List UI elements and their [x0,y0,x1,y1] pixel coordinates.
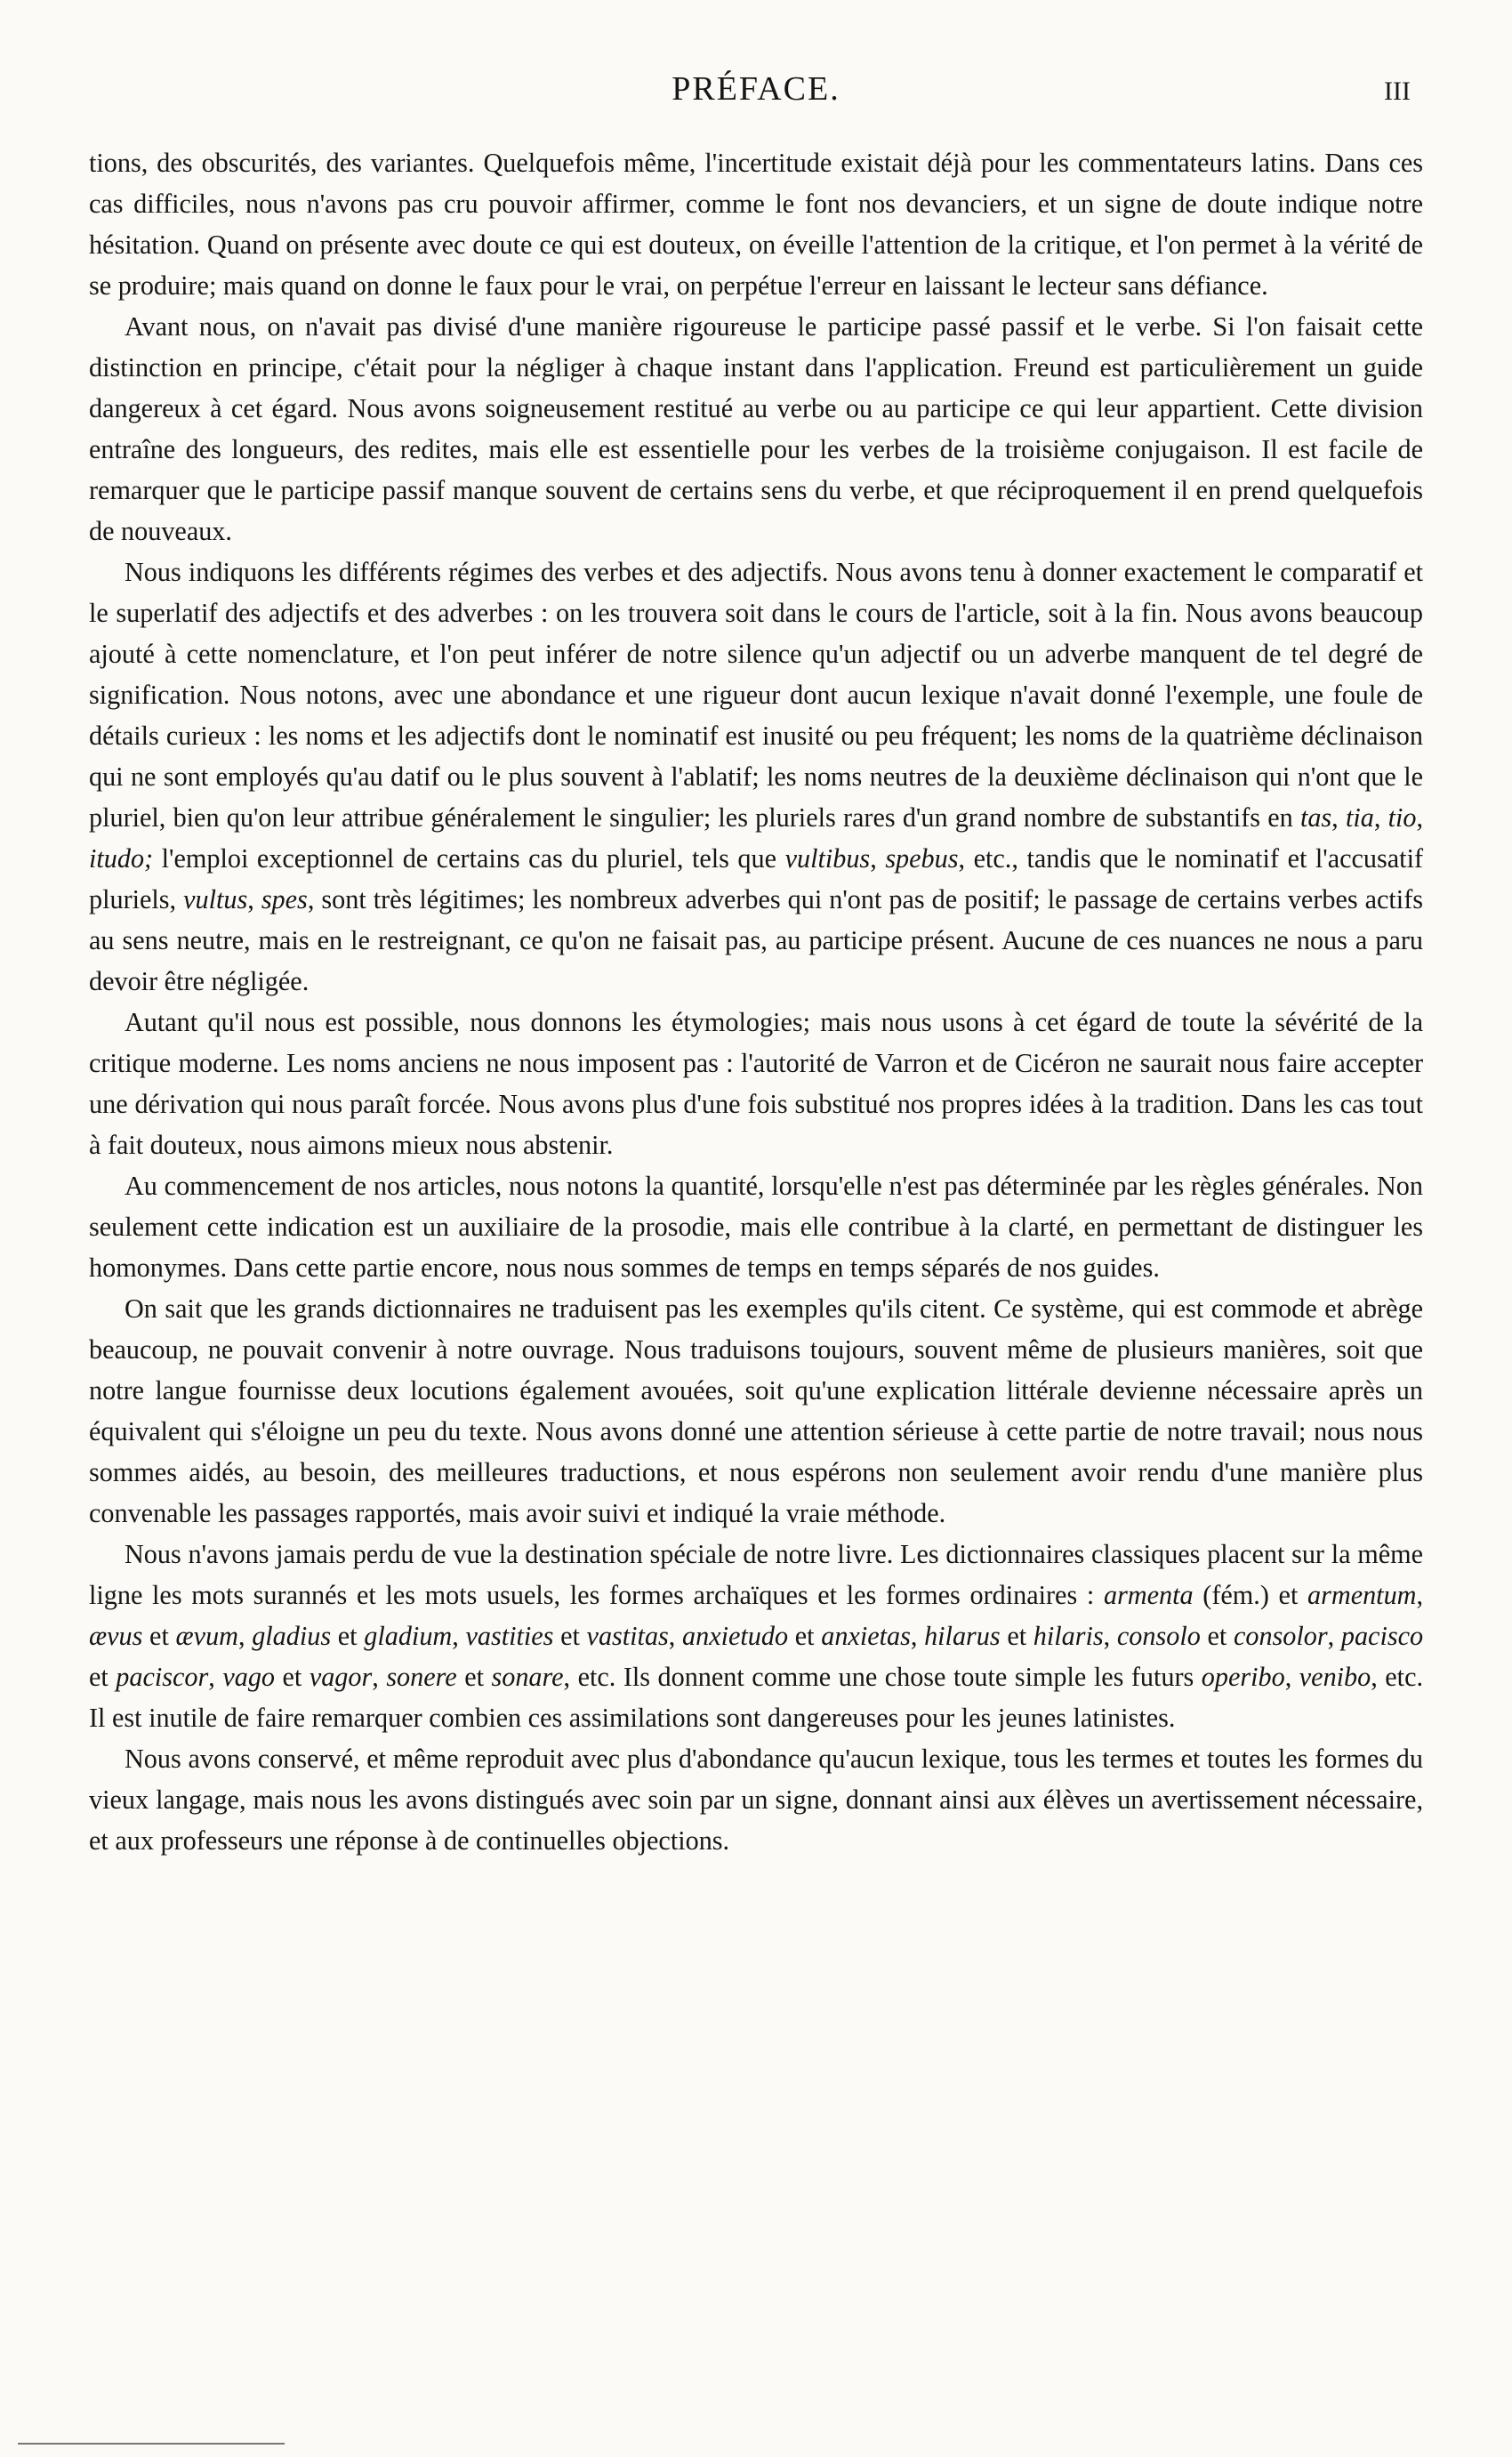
paragraph: Au commencement de nos articles, nous notons la quantité, lorsqu'elle n'est pas déterminée par les règles générales. Non seulement cette indication est un auxiliaire de la prosodie, mais elle contribue à la clarté, en permettant de distinguer les homonymes. Dans cette partie encore, nous nous sommes de temps en temps séparés de nos guides. [89,1171,1423,1283]
paragraph: On sait que les grands dictionnaires ne traduisent pas les exemples qu'ils citent. Ce système, qui est commode et abrège beaucoup, ne pouvait convenir à notre ouvrage. Nous traduisons toujours, souvent même de plusieurs manières, soit que notre langue fournisse deux locutions également avouées, soit qu'une explication littérale devienne nécessaire après un équivalent qui s'éloigne un peu du texte. Nous avons donné une attention sérieuse à cette partie de notre travail; nous nous sommes aidés, au besoin, des meilleures traductions, et nous espérons non seulement avoir rendu d'une manière plus convenable les passages rapportés, mais avoir suivi et indiqué la vraie méthode. [89,1293,1423,1528]
page-number: III [1384,77,1411,106]
bottom-rule [18,2443,285,2445]
paragraph: Avant nous, on n'avait pas divisé d'une manière rigoureuse le participe passé passif et le verbe. Si l'on faisait cette distinction en principe, c'était pour la négliger à chaque instant dans l'application. Freund est particulièrement un guide dangereux à cet égard. Nous avons soigneusement restitué au verbe ou au participe ce qui leur appartient. Cette division entraîne des longueurs, des redites, mais elle est essentielle pour les verbes de la troisième conjugaison. Il est facile de remarquer que le participe passif manque souvent de certains sens du verbe, et que réciproquement il en prend quelquefois de nouveaux. [89,311,1423,546]
page-header [89,69,1423,123]
paragraph: Nous avons conservé, et même reproduit avec plus d'abondance qu'aucun lexique, tous les termes et toutes les formes du vieux langage, mais nous les avons distingués avec soin par un signe, donnant ainsi aux élèves un avertissement nécessaire, et aux professeurs une réponse à de continuelles objections. [89,1744,1423,1856]
paragraph: Autant qu'il nous est possible, nous donnons les étymologies; mais nous usons à cet égard de toute la sévérité de la critique moderne. Les noms anciens ne nous imposent pas : l'autorité de Varron et de Cicéron ne saurait nous faire accepter une dérivation qui nous paraît forcée. Nous avons plus d'une fois substitué nos propres idées à la tradition. Dans les cas tout à fait douteux, nous aimons mieux nous abstenir. [89,1007,1423,1160]
body-text [89,142,1423,1861]
paragraph: Nous indiquons les différents régimes des verbes et des adjectifs. Nous avons tenu à donner exactement le comparatif et le superlatif des adjectifs et des adverbes : on les trouvera soit dans le cours de l'article, soit à la fin. Nous avons beaucoup ajouté à cette nomenclature, et l'on peut inférer de notre silence qu'un adjectif ou un adverbe manquent de tel degré de signification. Nous notons, avec une abondance et une rigueur dont aucun lexique n'avait donné l'exemple, une foule de détails curieux : les noms et les adjectifs dont le nominatif est inusité ou peu fréquent; les noms de la quatrième déclinaison qui ne sont employés qu'au datif ou le plus souvent à l'ablatif; les noms neutres de la deuxième déclinaison qui n'ont que le pluriel, bien qu'on leur attribue généralement le singulier; les pluriels rares d'un grand nombre de substantifs en tas, tia, tio, itudo; l'emploi exceptionnel de certains cas du pluriel, tels que vultibus, spebus, etc., tandis que le nominatif et l'accusatif pluriels, vultus, spes, sont très légitimes; les nombreux adverbes qui n'ont pas de positif; le passage de certains verbes actifs au sens neutre, mais en le restreignant, ce qu'on ne faisait pas, au participe présent. Aucune de ces nuances ne nous a paru devoir être négligée. [89,557,1424,996]
running-title: PRÉFACE. [672,70,840,108]
paragraph: Nous n'avons jamais perdu de vue la destination spéciale de notre livre. Les dictionnaires classiques placent sur la même ligne les mots surannés et les mots usuels, les formes archaïques et les formes ordinaires : armenta (fém.) et armentum, ævus et ævum, gladius et gladium, vastities et vastitas, anxietudo et anxietas, hilarus et hilaris, consolo et consolor, pacisco et paciscor, vago et vagor, sonere et sonare, etc. Ils donnent comme une chose toute simple les futurs operibo, venibo, etc. Il est inutile de faire remarquer combien ces assimilations sont dangereuses pour les jeunes latinistes. [89,1539,1424,1733]
paragraph: tions, des obscurités, des variantes. Quelquefois même, l'incertitude existait déjà pour les commentateurs latins. Dans ces cas difficiles, nous n'avons pas cru pouvoir affirmer, comme le font nos devanciers, et un signe de doute indique notre hésitation. Quand on présente avec doute ce qui est douteux, on éveille l'attention de la critique, et l'on permet à la vérité de se produire; mais quand on donne le faux pour le vrai, on perpétue l'erreur en laissant le lecteur sans défiance. [89,148,1423,301]
